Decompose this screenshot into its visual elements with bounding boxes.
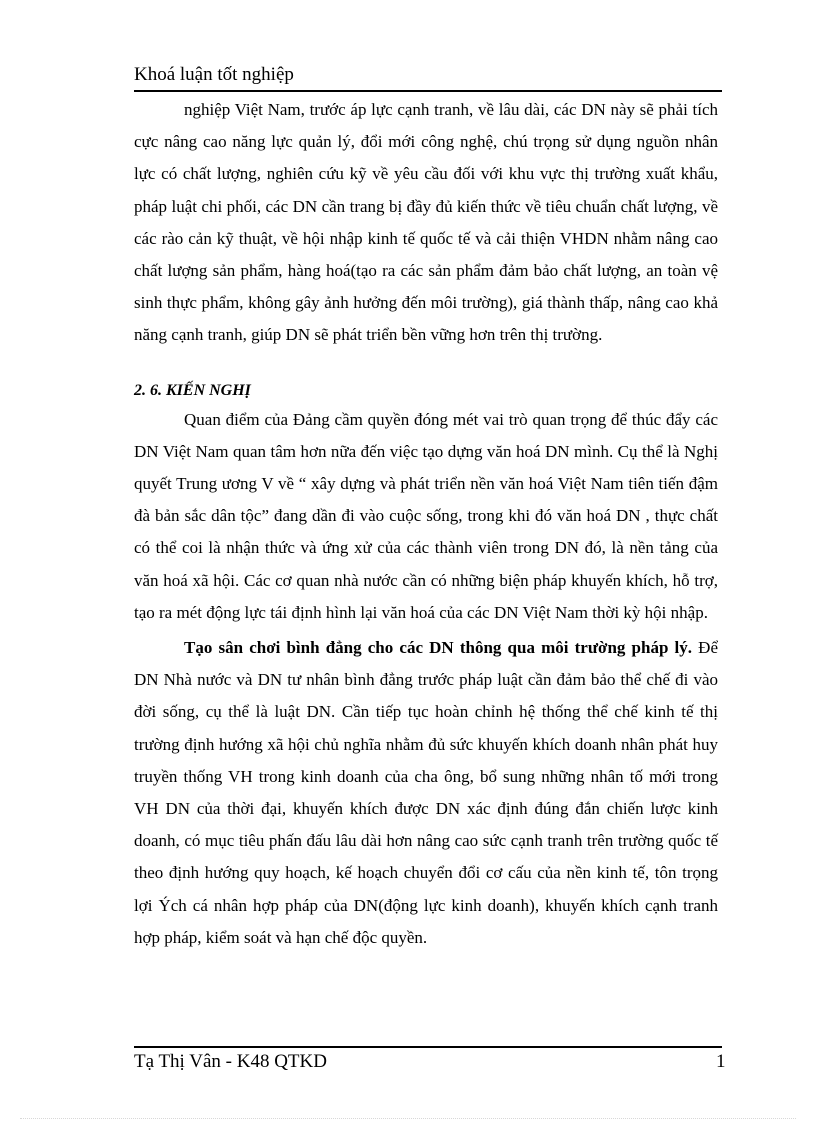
footer-rule [134, 1046, 722, 1048]
paragraph-2: Quan điểm của Đảng cầm quyền đóng mét vai trò quan trọng để thúc đẩy các DN Việt Nam quan tâm hơn nữa đến việc tạo dựng văn hoá DN mình. Cụ thể là Nghị quyết Trung ương V về “ xây dựng và phát triển nền văn hoá Việt Nam tiên tiến đậm đà bản sắc dân tộc” đang dần đi vào cuộc sống, trong khi đó văn hoá DN , thực chất có thể coi là nhận thức và ứng xử của các thành viên trong DN đó, là nền tảng của văn hoá xã hội. Các cơ quan nhà nước cần có những biện pháp khuyến khích, hỗ trợ, tạo ra mét động lực tái định hình lại văn hoá của các DN Việt Nam thời kỳ hội nhập. [134, 409, 718, 622]
header-title: Khoá luận tốt nghiệp [134, 64, 294, 85]
paragraph-3-bold-lead: Tạo sân chơi bình đẳng cho các DN thông qua môi trường pháp lý. [184, 638, 693, 658]
page-number: 1 [716, 1051, 726, 1072]
page-edge-dots [20, 1118, 796, 1119]
paragraph-3 [134, 632, 718, 954]
section-heading: 2. 6. KIẾN NGHỊ [134, 381, 251, 399]
page-body [134, 94, 718, 954]
paragraph-1: nghiệp Việt Nam, trước áp lực cạnh tranh, về lâu dài, các DN này sẽ phải tích cực nâng cao năng lực quản lý, đổi mới công nghệ, chú trọng sử dụng nguồn nhân lực có chất lượng, nghiên cứu kỹ về yêu cầu đối với khu vực thị trường xuất khẩu, pháp luật chi phối, các DN cần trang bị đầy đủ kiến thức về tiêu chuẩn chất lượng, về các rào cản kỹ thuật, về hội nhập kinh tế quốc tế và cải thiện VHDN nhằm nâng cao chất lượng sản phẩm, hàng hoá(tạo ra các sản phẩm đảm bảo chất lượng, an toàn vệ sinh thực phẩm, không gây ảnh hưởng đến môi trường), giá thành thấp, nâng cao khả năng cạnh tranh, giúp DN sẽ phát triển bền vững hơn trên thị trường. [134, 100, 718, 345]
header-rule [134, 90, 722, 92]
paragraph-3-text: Để DN Nhà nước và DN tư nhân bình đẳng trước pháp luật cần đảm bảo thể chế đi vào đời sống, cụ thể là luật DN. Cần tiếp tục hoàn chỉnh hệ thống thể chế kinh tế thị trường định hướng xã hội chủ nghĩa nhằm đủ sức khuyến khích doanh nhân phát huy truyền thống VH trong kinh doanh của cha ông, bổ sung những nhân tố mới trong VH DN của thời đại, khuyến khích được DN xác định đúng đắn chiến lược kinh doanh, có mục tiêu phấn đấu lâu dài hơn nâng cao sức cạnh tranh trên trường quốc tế theo định hướng quy hoạch, kế hoạch chuyển đổi cơ cấu của nền kinh tế, tôn trọng lợi Ých cá nhân hợp pháp của DN(động lực kinh doanh), khuyến khích cạnh tranh hợp pháp, kiểm soát và hạn chế độc quyền. [134, 638, 718, 947]
footer-author: Tạ Thị Vân - K48 QTKD [134, 1051, 327, 1072]
